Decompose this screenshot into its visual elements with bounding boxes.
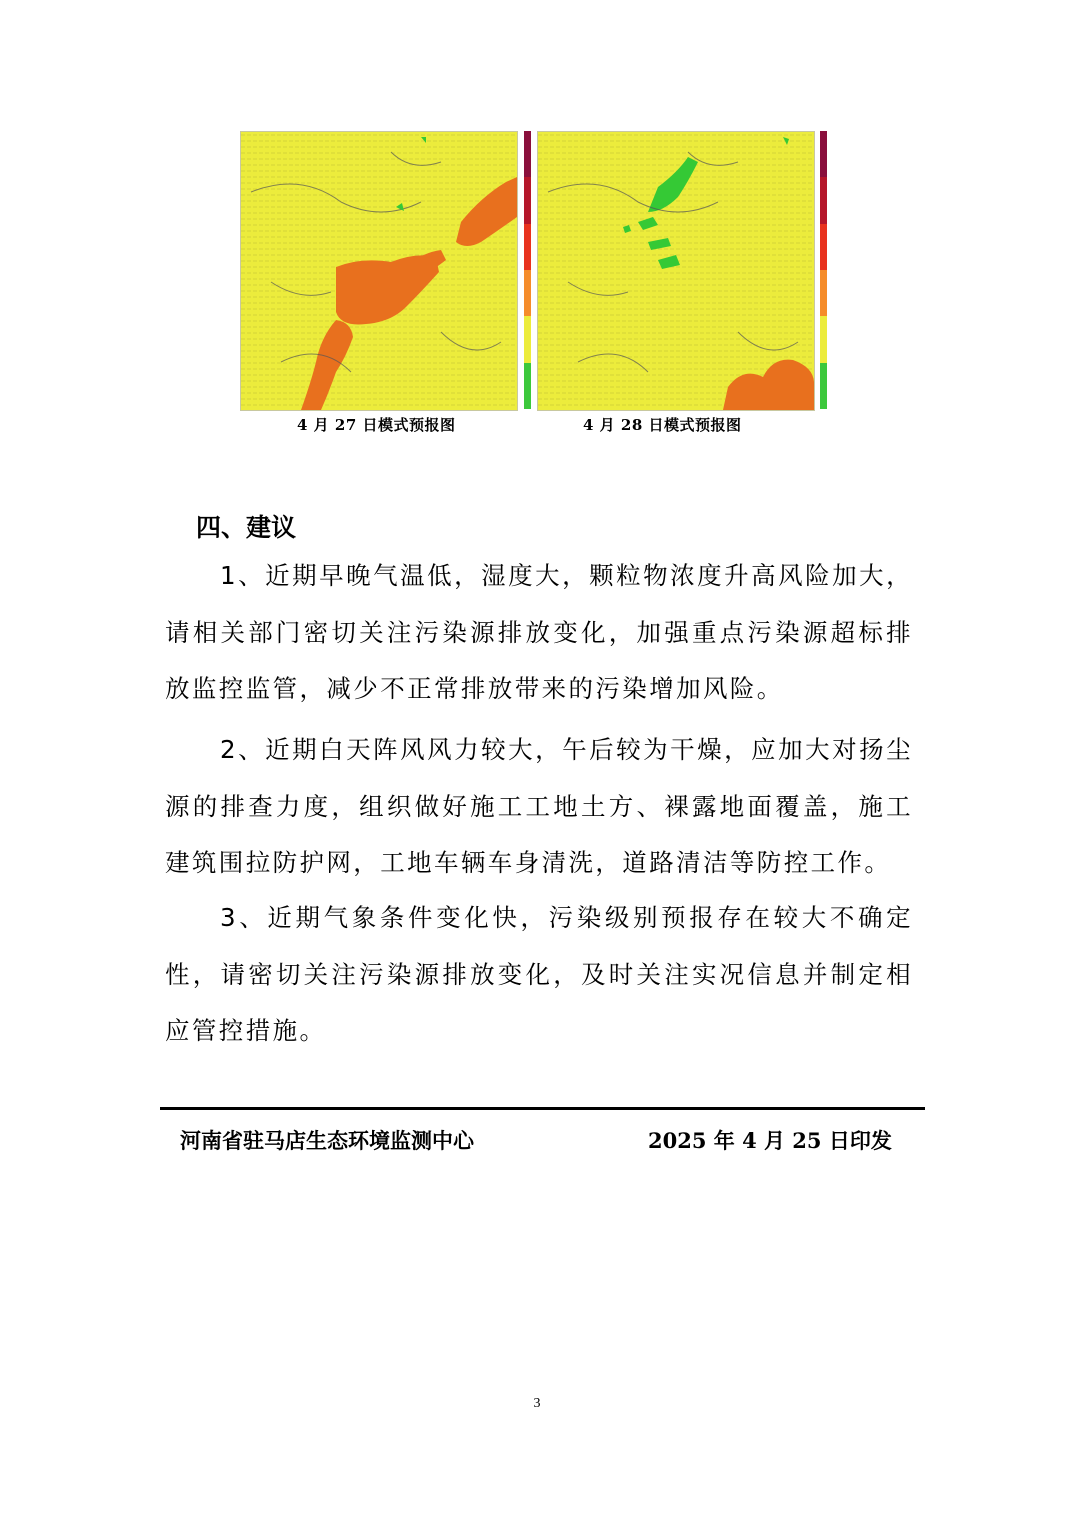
footer-divider [160,1107,925,1110]
color-scale-right [820,131,827,409]
page-number: 3 [533,1396,541,1411]
issue-date: 2025 年 4 月 25 日印发 [648,1128,892,1153]
paragraph-3: 3、近期气象条件变化快，污染级别预报存在较大不确定性，请密切关注污染源排放变化，及时关注实况信息并制定相应管控措施。 [165,903,913,1045]
forecast-map-apr27 [240,131,518,411]
map-caption-right: 4 月 28 日模式预报图 [583,416,742,434]
forecast-map-apr28 [537,131,815,411]
color-scale-left [524,131,531,409]
paragraph-1: 1、近期早晚气温低，湿度大，颗粒物浓度升高风险加大，请相关部门密切关注污染源排放变化，加强重点污染源超标排放监控监管，减少不正常排放带来的污染增加风险。 [165,561,913,703]
section-heading: 四、建议 [196,513,297,542]
paragraph-2: 2、近期白天阵风风力较大，午后较为干燥，应加大对扬尘源的排查力度，组织做好施工工地土方、裸露地面覆盖，施工建筑围拉防护网，工地车辆车身清洗，道路清洁等防控工作。 [165,735,913,877]
issuer-name: 河南省驻马店生态环境监测中心 [180,1129,474,1153]
map-caption-left: 4 月 27 日模式预报图 [297,416,456,434]
